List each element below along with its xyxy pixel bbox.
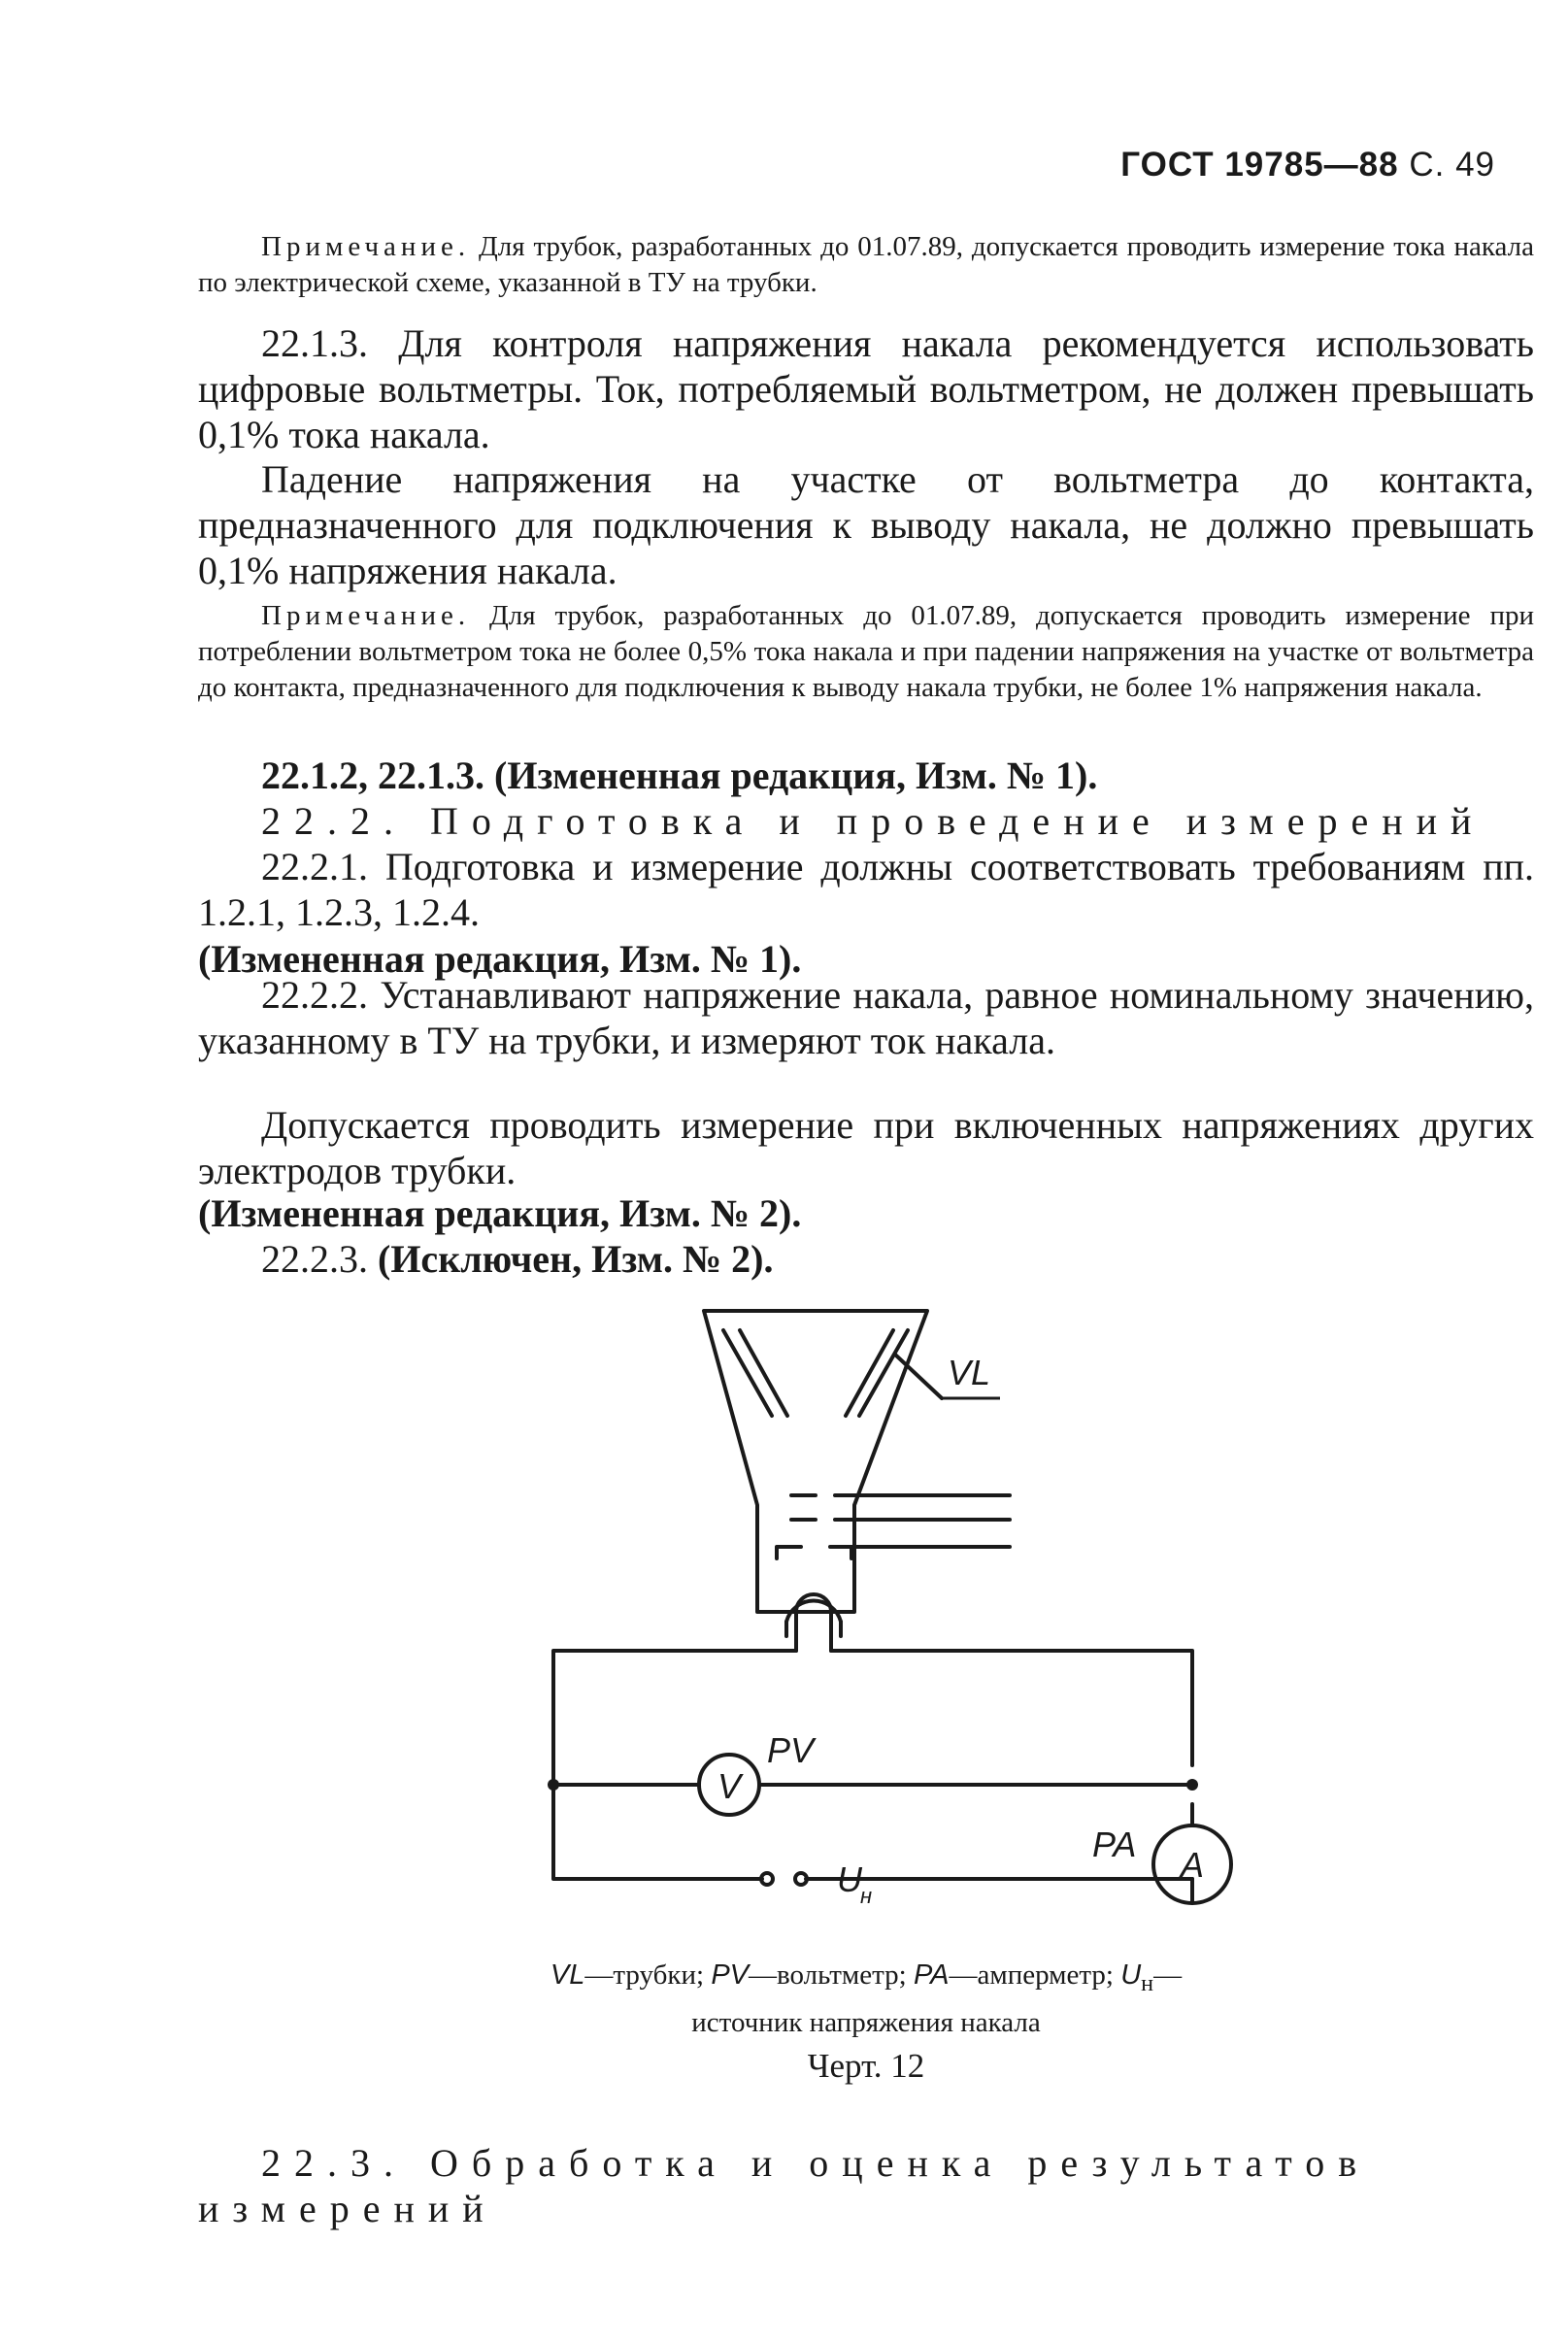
caption-vl-text: —трубки; (584, 1959, 705, 1991)
paragraph-voltage-drop (198, 456, 1534, 593)
note-2 (198, 598, 1534, 706)
caption-pv-text: —вольтметр; (749, 1959, 907, 1991)
note-2-text: Для трубок, разработанных до 01.07.89, допускается проводить измерение при потреблении вольтметром тока не более 0,5% тока накала и при падении напряжения на участке от вольтметра до контакта, предназначенного для подключения к выводу накала трубки, не более 1% напряжения накала. (198, 600, 1535, 703)
terminal-left-icon (761, 1873, 773, 1885)
paragraph-text: Для контроля напряжения накала рекомендуется использовать цифровые вольтметры. Ток, потребляемый вольтметром, не должен превышать 0,1% тока накала. (198, 321, 1535, 456)
amendment-1-text: 22.1.2, 22.1.3. (Измененная редакция, Изм. № 1). (261, 753, 1098, 797)
amendment-3 (198, 1190, 1534, 1236)
section-22-2-title: 22.2. Подготовка и проведение измерений (261, 799, 1485, 843)
paragraph-22-2-3 (198, 1236, 1534, 1282)
meter-a-label: A (1180, 1845, 1205, 1885)
note-1-label: Примечание. (261, 231, 471, 262)
caption-u-text: — (1153, 1959, 1183, 1991)
paragraph-22-2-2 (198, 972, 1534, 1063)
caption-pa: PA (913, 1959, 950, 1991)
page-number: С. 49 (1409, 146, 1495, 184)
circuit-diagram (524, 1301, 1243, 1942)
paragraph-number: 22.1.3. (261, 321, 368, 365)
circuit-wires (553, 1651, 1192, 1903)
note-1 (198, 229, 1534, 301)
paragraph-22-2-2-text: 22.2.2. Устанавливают напряжение накала, равное номинальному значению, указанному в ТУ на трубки, и измеряют ток накала. (198, 973, 1534, 1062)
caption-line-2: источник напряжения накала (691, 2006, 1041, 2038)
figure-caption (198, 1956, 1534, 2042)
amendment-3-text: (Измененная редакция, Изм. № 2). (198, 1191, 802, 1235)
caption-pv: PV (711, 1959, 749, 1991)
label-vl: VL (948, 1353, 991, 1392)
caption-line-1 (198, 1956, 1534, 2003)
meter-v-label: V (717, 1766, 742, 1806)
label-pv: PV (767, 1730, 815, 1770)
section-22-3-title: 22.3. Обработка и оценка результатов измерений (198, 2141, 1371, 2230)
gost-number: ГОСТ 19785—88 (1120, 146, 1399, 184)
amendment-1 (198, 753, 1534, 798)
label-u: U (837, 1859, 862, 1899)
caption-vl: VL (550, 1959, 585, 1991)
page-header (1120, 146, 1495, 184)
note-1-text: Для трубок, разработанных до 01.07.89, допускается проводить измерение тока накала по электрической схеме, указанной в ТУ на трубки. (198, 231, 1535, 298)
voltage-drop-text: Падение напряжения на участке от вольтметра до контакта, предназначенного для подключения к выводу накала, не должно превышать 0,1% напряжения накала. (198, 457, 1534, 592)
note-2-label: Примечание. (261, 600, 471, 631)
section-22-3 (198, 2140, 1534, 2231)
caption-u-sub: н (1141, 1969, 1154, 1996)
paragraph-22-1-3 (198, 320, 1534, 457)
label-u-sub: н (860, 1884, 873, 1908)
paragraph-allowed (198, 1102, 1534, 1193)
label-pa: PA (1092, 1825, 1137, 1864)
amendment-2-text: (Измененная редакция, Изм. № 1). (198, 937, 802, 981)
paragraph-22-2-1 (198, 844, 1534, 935)
node-left-icon (548, 1779, 559, 1791)
paragraph-22-2-3-number: 22.2.3. (261, 1237, 368, 1281)
paragraph-allowed-text: Допускается проводить измерение при включенных напряжениях других электродов трубки. (198, 1103, 1534, 1192)
paragraph-22-2-3-text: (Исключен, Изм. № 2). (378, 1237, 774, 1281)
figure-title: Черт. 12 (807, 2047, 925, 2085)
paragraph-22-2-1-text: 22.2.1. Подготовка и измерение должны соответствовать требованиям пп. 1.2.1, 1.2.3, 1.2.4. (198, 845, 1534, 934)
caption-u: U (1120, 1959, 1142, 1991)
node-right-icon (1186, 1779, 1198, 1791)
section-22-2 (198, 798, 1534, 844)
terminal-right-icon (795, 1873, 807, 1885)
caption-pa-text: —амперметр; (949, 1959, 1114, 1991)
